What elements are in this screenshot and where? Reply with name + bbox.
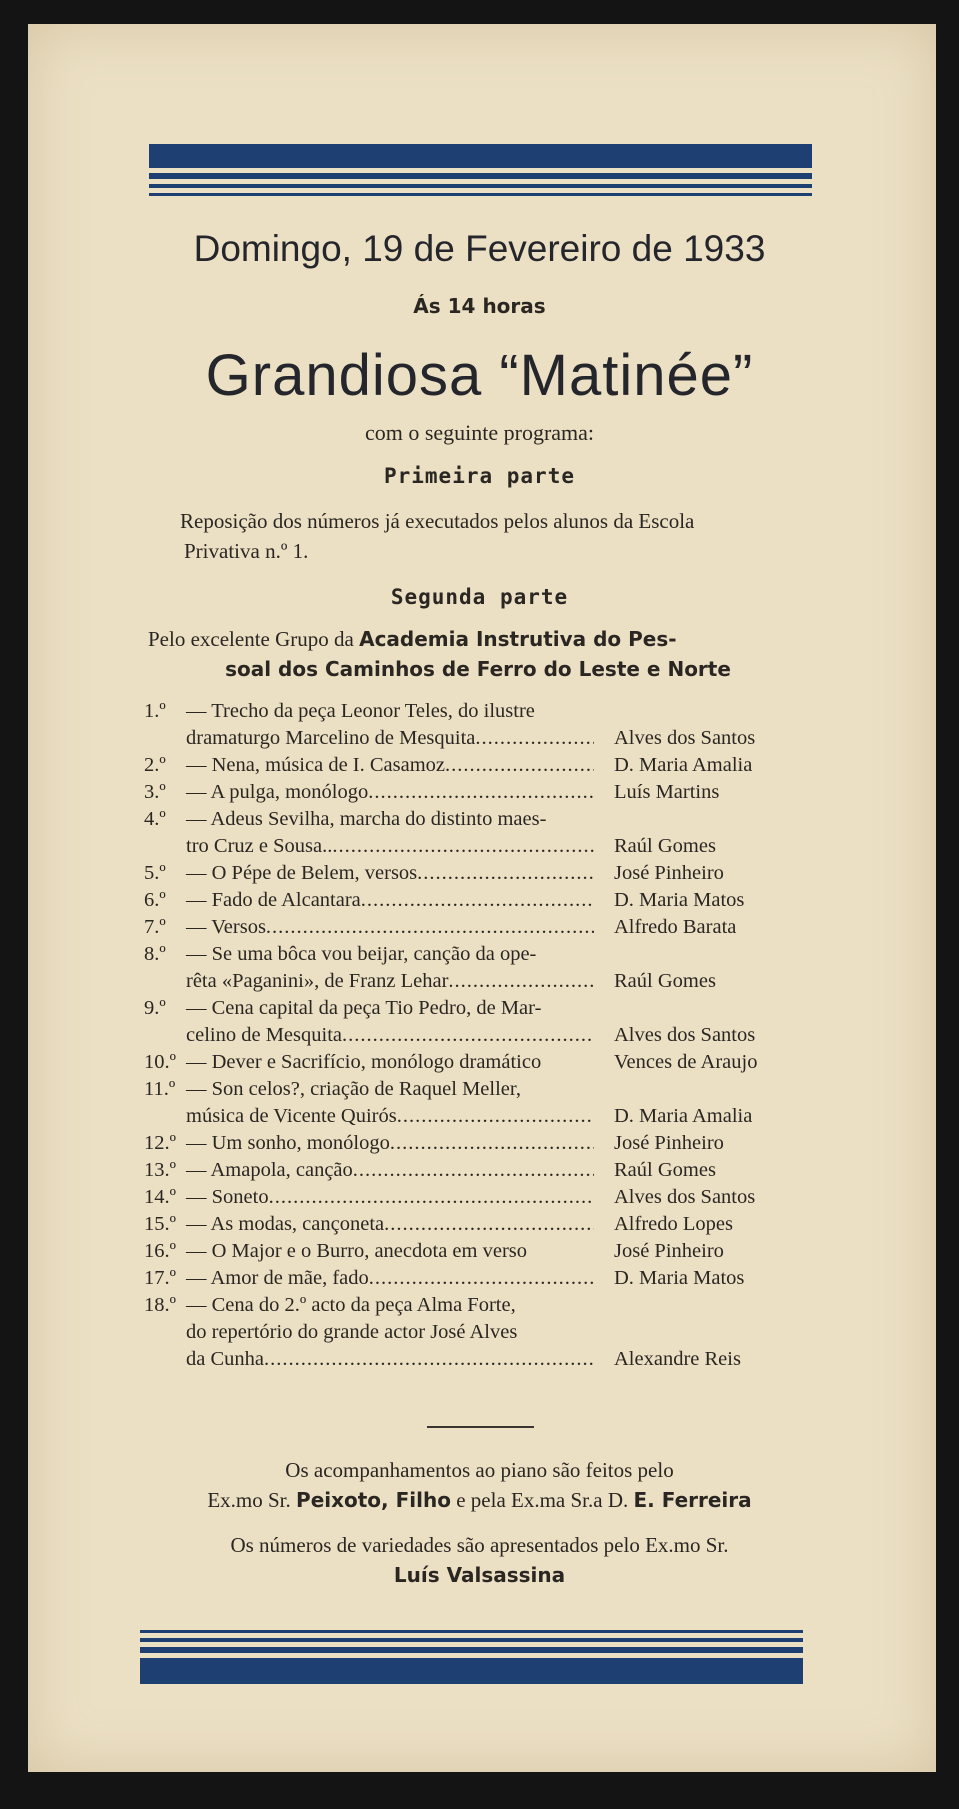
program-item-description: — Um sonho, monólogo ..... [186,1130,594,1157]
program-item [144,1238,812,1265]
program-item [144,860,812,887]
program-item-description: — Se uma bôca vou beijar, canção da ope- rêta «Paganini», de Franz Lehar ..... [186,941,594,995]
top-decorative-bands [149,144,812,196]
part-one-description: Reposição dos números já executados pelos alunos da Escola Privativa n.º 1. [180,509,695,563]
program-item-number: 8.º [144,943,166,965]
program-item-number: 7.º [144,916,166,938]
program-item-description: — A pulga, monólogo ..... [186,779,594,806]
event-time: Ás 14 horas [413,294,546,318]
program-item [144,1130,812,1157]
program-item [144,752,812,779]
program-item-number: 4.º [144,808,166,830]
program-item-description: — Dever e Sacrifício, monólogo dramático [186,1051,542,1073]
program-item [144,1265,812,1292]
piano-credit: Os acompanhamentos ao piano são feitos pelo Ex.mo Sr. Peixoto, Filho e pela Ex.ma Sr.a D. E. Ferreira [207,1458,752,1512]
program-item-performer: Alves dos Santos [614,1186,756,1208]
program-item-description: — Trecho da peça Leonor Teles, do ilustre dramaturgo Marcelino de Mesquita ..... [186,698,594,752]
program-item-description: — Versos ..... [186,914,594,941]
program-item-performer: José Pinheiro [614,1132,724,1154]
program-item-performer: D. Maria Matos [614,1267,745,1289]
program-item [144,1184,812,1211]
program-item-number: 9.º [144,997,166,1019]
divider [427,1426,534,1428]
part-two-description: Pelo excelente Grupo da Academia Instrutiva do Pes- soal dos Caminhos de Ferro do Leste e Norte [148,627,731,681]
program-item [144,941,812,995]
program-item-number: 13.º [144,1159,176,1181]
program-item-description: — O Major e o Burro, anecdota em verso [186,1240,527,1262]
program-item [144,1049,812,1076]
program-item-description: — Adeus Sevilha, marcha do distinto maes- tro Cruz e Sousa.. ..... [186,806,594,860]
program-item-number: 18.º [144,1294,176,1316]
program-item [144,887,812,914]
program-item [144,779,812,806]
program-item-description: — Nena, música de I. Casamoz ..... [186,752,594,779]
program-item [144,1076,812,1130]
program-item [144,1292,812,1373]
program-item [144,1211,812,1238]
program-item-number: 17.º [144,1267,176,1289]
program-item-performer: José Pinheiro [614,1240,724,1262]
program-item-number: 16.º [144,1240,176,1262]
program-item-number: 1.º [144,700,166,722]
program-item-number: 5.º [144,862,166,884]
event-title: Grandiosa “Matinée” [205,343,754,408]
program-item-number: 6.º [144,889,166,911]
bottom-decorative-bands [140,1630,803,1684]
event-date: Domingo, 19 de Fevereiro de 1933 [193,228,766,269]
program-item [144,914,812,941]
program-item-number: 15.º [144,1213,176,1235]
program-item-performer: Vences de Araujo [614,1051,758,1073]
presenter-credit: Os números de variedades são apresentados pelo Ex.mo Sr. Luís Valsassina [230,1533,729,1587]
program-item-performer: Alexandre Reis [614,1348,741,1370]
program-item-description: — Cena capital da peça Tio Pedro, de Mar- celino de Mesquita ..... [186,995,594,1049]
program-item-description: — Son celos?, criação de Raquel Meller, música de Vicente Quirós ..... [186,1076,594,1130]
program-item-description: — As modas, cançoneta ..... [186,1211,594,1238]
program-item-performer: D. Maria Matos [614,889,745,911]
program-item [144,698,812,752]
program-item-description: — Amapola, canção ..... [186,1157,594,1184]
program-item-number: 3.º [144,781,166,803]
program-item-performer: José Pinheiro [614,862,724,884]
program-item-performer: Alfredo Lopes [614,1213,733,1235]
program-item-performer: Alves dos Santos [614,1024,756,1046]
program-item-performer: Luís Martins [614,781,720,803]
program-item-description: — Fado de Alcantara ..... [186,887,594,914]
program-item-description: — Cena do 2.º acto da peça Alma Forte, do repertório do grande actor José Alves da Cunha ..... [186,1292,594,1373]
program-list [144,698,812,1373]
program-item [144,806,812,860]
program-item-performer: Raúl Gomes [614,835,716,857]
program-item-performer: Raúl Gomes [614,1159,716,1181]
program-item-description: — O Pépe de Belem, versos ..... [186,860,594,887]
event-subtitle: com o seguinte programa: [364,420,595,445]
program-item [144,995,812,1049]
program-item-number: 2.º [144,754,166,776]
program-item-description: — Amor de mãe, fado ..... [186,1265,594,1292]
program-item-number: 14.º [144,1186,176,1208]
program-item-performer: D. Maria Amalia [614,754,753,776]
part-two-heading: Segunda parte [390,585,569,609]
part-one-heading: Primeira parte [383,464,575,488]
program-item-number: 11.º [144,1078,176,1100]
program-item-performer: D. Maria Amalia [614,1105,753,1127]
program-item-performer: Raúl Gomes [614,970,716,992]
program-item-description: — Soneto ..... [186,1184,594,1211]
program-item-number: 12.º [144,1132,176,1154]
program-item-number: 10.º [144,1051,176,1073]
program-item-performer: Alves dos Santos [614,727,756,749]
program-item [144,1157,812,1184]
program-item-performer: Alfredo Barata [614,916,737,938]
